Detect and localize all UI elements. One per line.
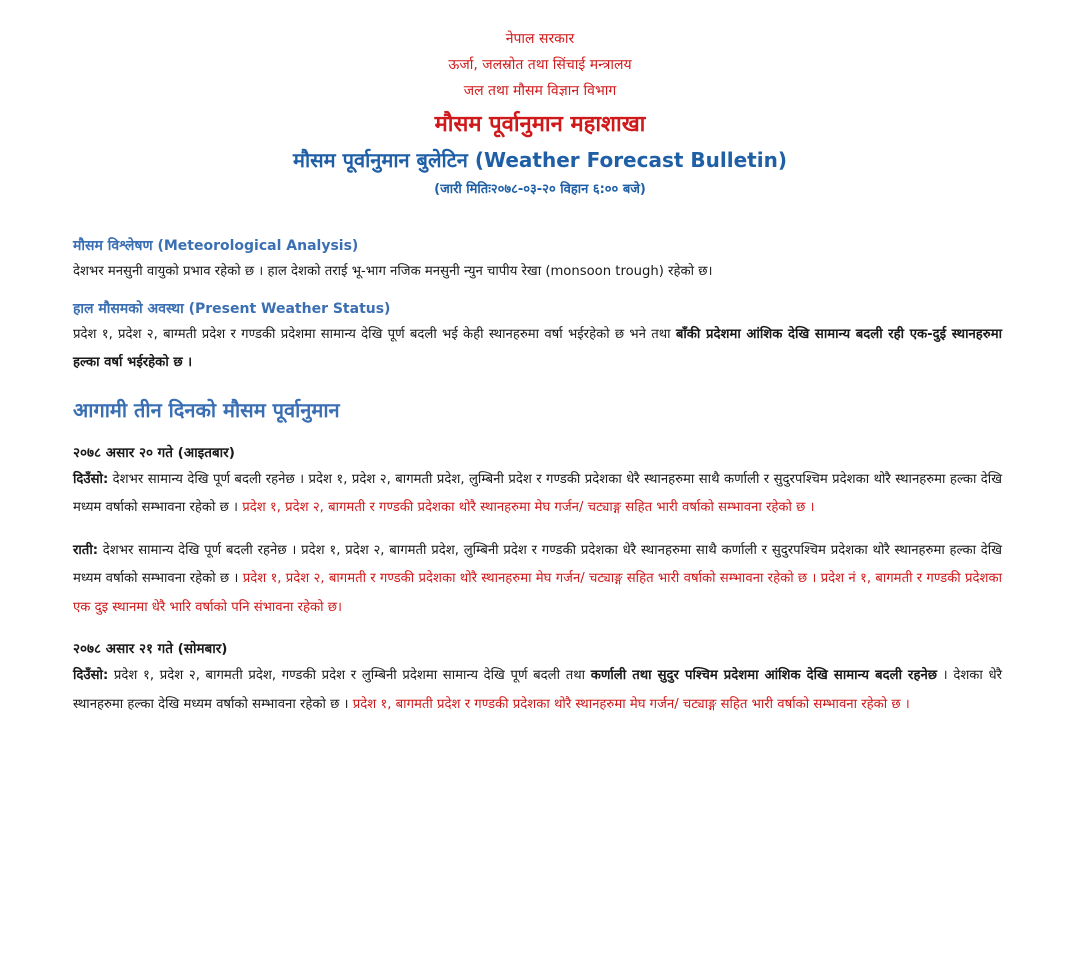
- night-text: देशभर सामान्य देखि पूर्ण बदली रहनेछ । प्रदेश १, प्रदेश २, बागमती प्रदेश, लुम्बिनी प्रदेश र गण्डकी प्रदेशका धेरै स्थानहरुमा साथै कर्णाली र सुदुरपश्चिम प्रदेशका थोरै स्थानहरुमा हल्का देखि मध्यम वर्षाको सम्भावना रहेको छ ।: [73, 542, 1002, 586]
- status-text-normal: प्रदेश १, प्रदेश २, बाग्मती प्रदेश र गण्डकी प्रदेशमा सामान्य देखि पूर्ण बदली भई केही स्थानहरुमा वर्षा भईरहेको छ भने तथा: [73, 326, 676, 342]
- day-1-daytime: [73, 466, 1002, 523]
- forecast-title: आगामी तीन दिनको मौसम पूर्वानुमान: [73, 397, 340, 422]
- division-title: मौसम पूर्वानुमान महाशाखा: [434, 112, 646, 137]
- analysis-section: [73, 234, 1002, 287]
- daytime-label: दिउँसो:: [73, 471, 109, 487]
- daytime-warning: प्रदेश १, बागमती प्रदेश र गण्डकी प्रदेशका थोरै स्थानहरुमा मेघ गर्जन/ चट्याङ्ग सहित भारी वर्षाको सम्भावना रहेको छ ।: [352, 696, 910, 712]
- department-name: जल तथा मौसम विज्ञान विभाग: [463, 83, 617, 99]
- day-2-daytime: [73, 662, 1002, 719]
- bulletin-title: मौसम पूर्वानुमान बुलेटिन (Weather Forecast Bulletin): [293, 148, 787, 172]
- analysis-title: मौसम विश्लेषण (Meteorological Analysis): [73, 238, 359, 254]
- daytime-text: देशभर सामान्य देखि पूर्ण बदली रहनेछ । प्रदेश १, प्रदेश २, बागमती प्रदेश, लुम्बिनी प्रदेश र गण्डकी प्रदेशका धेरै स्थानहरुमा साथै कर्णाली र सुदुरपश्चिम प्रदेशका थोरै स्थानहरुमा हल्का देखि मध्यम वर्षाको सम्भावना रहेको छ ।: [73, 471, 1002, 515]
- government-name: नेपाल सरकार: [505, 31, 575, 47]
- night-label: राती:: [73, 542, 99, 558]
- daytime-bold-text: कर्णाली तथा सुदुर पश्चिम प्रदेशमा आंशिक देखि सामान्य बदली रहनेछ: [590, 668, 938, 683]
- status-section: [73, 297, 1002, 378]
- day-2-title: २०७८ असार २१ गते (सोमबार): [73, 641, 228, 657]
- bulletin-header: [0, 0, 1080, 204]
- daytime-text: प्रदेश १, प्रदेश २, बागमती प्रदेश, गण्डकी प्रदेश र लुम्बिनी प्रदेशमा सामान्य देखि पूर्ण बदली तथा: [108, 668, 591, 683]
- ministry-name: ऊर्जा, जलस्रोत तथा सिंचाई मन्त्रालय: [448, 57, 632, 73]
- analysis-text: देशभर मनसुनी वायुको प्रभाव रहेको छ । हाल देशको तराई भू-भाग नजिक मनसुनी न्युन चापीय रेखा (monsoon trough) रहेको छ।: [73, 264, 713, 279]
- status-title: हाल मौसमको अवस्था (Present Weather Status): [73, 300, 391, 317]
- daytime-text-2: । देशका धेरै स्थानहरुमा हल्का देखि मध्यम वर्षाको सम्भावना रहेको छ ।: [73, 668, 1002, 712]
- daytime-warning: प्रदेश १, प्रदेश २, बागमती र गण्डकी प्रदेशका थोरै स्थानहरुमा मेघ गर्जन/ चट्याङ्ग सहित भारी वर्षाको सम्भावना रहेको छ ।: [242, 500, 815, 515]
- bulletin-content: [73, 234, 1002, 719]
- night-warning: प्रदेश १, प्रदेश २, बागमती र गण्डकी प्रदेशका थोरै स्थानहरुमा मेघ गर्जन/ चट्याङ्ग सहित भारी वर्षाको सम्भावना रहेको छ । प्रदेश नं १, बागमती र गण्डकी प्रदेशका एक दुइ स्थानमा धेरै भारि वर्षाको पनि संभावना रहेको छ।: [73, 571, 1003, 615]
- issue-date: (जारी मितिः२०७८-०३-२० विहान ६:०० बजे): [434, 182, 646, 197]
- status-text-bold: बाँकी प्रदेशमा आंशिक देखि सामान्य बदली रही एक-दुई स्थानहरुमा हल्का वर्षा भईरहेको छ ।: [73, 326, 1002, 370]
- day-1-title: २०७८ असार २० गते (आइतबार): [73, 444, 235, 461]
- day-1-section: [73, 440, 1002, 623]
- day-2-section: [73, 636, 1002, 719]
- daytime-label: दिउँसो:: [73, 668, 109, 683]
- day-1-night: [73, 537, 1002, 623]
- status-text: [73, 321, 1002, 378]
